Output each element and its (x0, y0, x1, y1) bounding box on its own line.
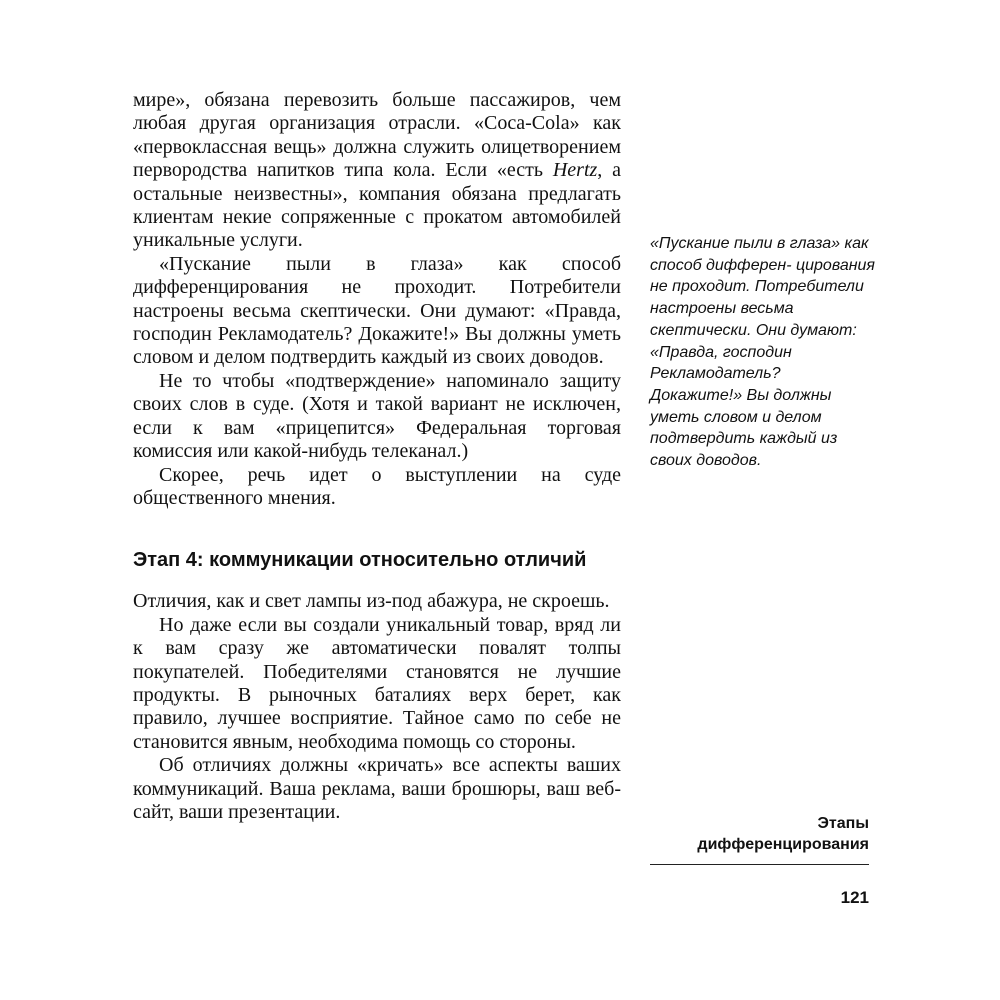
section-heading: Этап 4: коммуникации относительно отличий (133, 549, 587, 572)
paragraph-3: Не то чтобы «подтверждение» напоминало защиту своих слов в суде. (Хотя и такой вариант не исключен, если к вам «прицепится» Федеральная торговая комиссия или какой-нибудь телеканал.) (133, 369, 621, 463)
section-label (650, 813, 869, 855)
paragraph-7: Об отличиях должны «кричать» все аспекты ваших коммуникаций. Ваша реклама, ваши брошюры, ваш веб-сайт, ваши презентации. (133, 754, 621, 823)
section-label-line-2: дифференцирования (697, 836, 869, 853)
paragraph-4: Скорее, речь идет о выступлении на суде общественного мнения. (133, 463, 621, 509)
footer-rule (650, 864, 869, 865)
paragraph-1 (133, 89, 621, 253)
paragraph-6: Но даже если вы создали уникальный товар, вряд ли к вам сразу же автоматически повалят толпы покупателей. Победителями становятся не лучшие продукты. В рыночных баталиях верх берет, как правило, лучшее восприятие. Тайное само по себе не становится явным, необходима помощь со стороны. (133, 613, 621, 753)
paragraph-2: «Пускание пыли в глаза» как способ дифференцирования не проходит. Потребители настроены весьма скептически. Они думают: «Правда, господин Рекламодатель? Докажите!» Вы должны уметь словом и делом подтвердить каждый из своих доводов. (133, 252, 621, 369)
paragraph-1-tail: , а остальные неизвестны», компания обязана предлагать клиентам некие сопряженные с прокатом автомобилей уникальные услуги. (133, 159, 621, 252)
page-number: 121 (840, 888, 869, 907)
paragraph-1-text: мире», обязана перевозить больше пассажиров, чем любая другая организация отрасли. «Coca-Cola» как «первоклассная вещь» должна служить олицетворением первородства напитков типа кола. Если «есть (133, 89, 621, 182)
hertz-italic: Hertz (552, 159, 598, 182)
pull-quote: «Пускание пыли в глаза» как способ дифферен- цирования не проходит. Потребители настроены весьма скептически. Они думают: «Правда, господин Рекламодатель? Докажите!» Вы должны уметь словом и делом подтвердить каждый из своих доводов. (650, 235, 875, 470)
paragraph-5: Отличия, как и свет лампы из-под абажура, не скроешь. (133, 590, 610, 613)
main-text-column (133, 89, 621, 824)
section-label-line-1: Этапы (817, 815, 869, 832)
